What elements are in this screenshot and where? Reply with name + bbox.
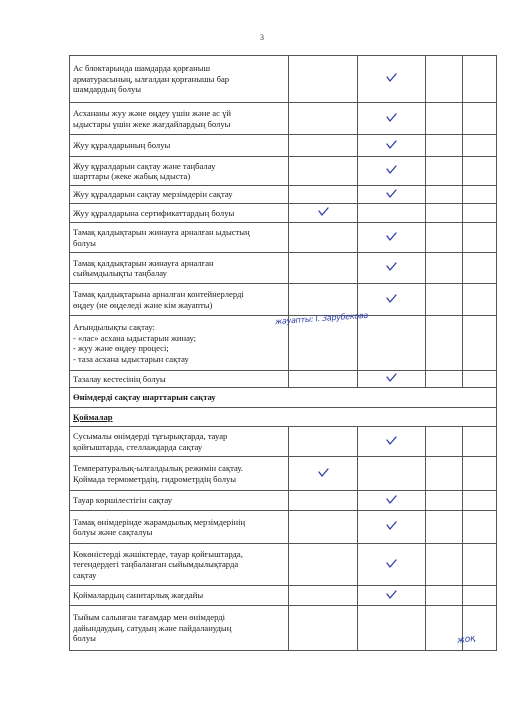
mark-cell-4 bbox=[463, 157, 497, 186]
mark-cell-4 bbox=[463, 223, 497, 253]
checklist-row bbox=[70, 284, 497, 316]
mark-cell-3 bbox=[426, 157, 463, 186]
mark-cell-3 bbox=[426, 544, 463, 586]
mark-cell-1 bbox=[289, 204, 358, 223]
mark-cell-3 bbox=[426, 371, 463, 388]
check-icon bbox=[386, 262, 397, 271]
mark-cell-3 bbox=[426, 135, 463, 157]
criterion-text: Жуу құралдарын сақтау және таңбалау шарттары (жеке жабық ыдыста) bbox=[70, 157, 289, 186]
checklist-row bbox=[70, 157, 497, 186]
mark-cell-1 bbox=[289, 427, 358, 457]
mark-cell-3 bbox=[426, 103, 463, 135]
mark-cell-2 bbox=[358, 186, 426, 204]
handwritten-absent-note: жоқ bbox=[456, 633, 476, 647]
mark-cell-1 bbox=[289, 103, 358, 135]
subsection-heading: Қоймалар bbox=[70, 408, 497, 427]
mark-cell-4 bbox=[463, 491, 497, 511]
mark-cell-2 bbox=[358, 103, 426, 135]
mark-cell-1 bbox=[289, 606, 358, 651]
mark-cell-1 bbox=[289, 223, 358, 253]
check-icon bbox=[386, 140, 397, 149]
mark-cell-3 bbox=[426, 491, 463, 511]
criterion-text: Температуралық-ылғалдылық режимін сақтау. Қоймада термометрдің, гидрометрдің болуы bbox=[70, 457, 289, 491]
section-heading: Өнімдерді сақтау шарттарын сақтау bbox=[70, 388, 497, 408]
mark-cell-4 bbox=[463, 204, 497, 223]
mark-cell-4 bbox=[463, 103, 497, 135]
mark-cell-1 bbox=[289, 56, 358, 103]
mark-cell-2 bbox=[358, 135, 426, 157]
check-icon bbox=[386, 495, 397, 504]
page-number: 3 bbox=[260, 33, 264, 42]
check-icon bbox=[386, 373, 397, 382]
mark-cell-2 bbox=[358, 371, 426, 388]
criterion-text: Тамақ қалдықтарын жинауға арналған сыйымдылықты таңбалау bbox=[70, 253, 289, 284]
mark-cell-1 bbox=[289, 511, 358, 544]
mark-cell-3 bbox=[426, 223, 463, 253]
mark-cell-1 bbox=[289, 371, 358, 388]
mark-cell-4 bbox=[463, 544, 497, 586]
checklist-row bbox=[70, 544, 497, 586]
check-icon bbox=[318, 468, 329, 477]
check-icon bbox=[386, 294, 397, 303]
checklist-row bbox=[70, 457, 497, 491]
criterion-text: Тыйым салынған тағамдар мен өнімдерді дайындаудың, сатудың және пайдаланудың болуы bbox=[70, 606, 289, 651]
mark-cell-2 bbox=[358, 606, 426, 651]
mark-cell-3 bbox=[426, 427, 463, 457]
criterion-text: Тамақ қалдықтарын жинауға арналған ыдыстың болуы bbox=[70, 223, 289, 253]
check-icon bbox=[386, 436, 397, 445]
checklist-row bbox=[70, 491, 497, 511]
checklist-row bbox=[70, 223, 497, 253]
mark-cell-2 bbox=[358, 157, 426, 186]
criterion-text: Ағындылықты сақтау: - «лас» асхана ыдыстарын жинау; - жуу және өңдеу процесі; - таза асхана ыдыстарын сақтау bbox=[70, 316, 289, 371]
mark-cell-2 bbox=[358, 544, 426, 586]
mark-cell-3 bbox=[426, 457, 463, 491]
criterion-text: Көкөністерді жәшіктерде, тауар қойғыштарда, тегендердегі таңбаланған сыйымдылықтарда сақтау bbox=[70, 544, 289, 586]
criterion-text: Жуу құралдарына сертификаттардың болуы bbox=[70, 204, 289, 223]
mark-cell-2 bbox=[358, 511, 426, 544]
mark-cell-2 bbox=[358, 223, 426, 253]
mark-cell-1 bbox=[289, 157, 358, 186]
mark-cell-1 bbox=[289, 491, 358, 511]
mark-cell-3 bbox=[426, 204, 463, 223]
mark-cell-1 bbox=[289, 186, 358, 204]
mark-cell-2 bbox=[358, 204, 426, 223]
mark-cell-2 bbox=[358, 457, 426, 491]
mark-cell-2 bbox=[358, 427, 426, 457]
checklist-row bbox=[70, 586, 497, 606]
mark-cell-4 bbox=[463, 56, 497, 103]
checklist-row bbox=[70, 606, 497, 651]
criterion-text: Асхананы жуу және өңдеу үшін және ас үй ыдыстары үшін жеке жағдайлардың болуы bbox=[70, 103, 289, 135]
mark-cell-4 bbox=[463, 586, 497, 606]
check-icon bbox=[386, 73, 397, 82]
mark-cell-2 bbox=[358, 56, 426, 103]
mark-cell-4 bbox=[463, 135, 497, 157]
mark-cell-4 bbox=[463, 186, 497, 204]
mark-cell-2 bbox=[358, 253, 426, 284]
criterion-text: Жуу құралдарын сақтау мерзімдерін сақтау bbox=[70, 186, 289, 204]
mark-cell-4 bbox=[463, 457, 497, 491]
inspection-checklist-table bbox=[69, 55, 497, 651]
mark-cell-2 bbox=[358, 316, 426, 371]
checklist-row bbox=[70, 427, 497, 457]
checklist-row bbox=[70, 103, 497, 135]
check-icon bbox=[386, 521, 397, 530]
criterion-text: Сусымалы өнімдерді тұғырықтарда, тауар қойғыштарда, стеллаждарда сақтау bbox=[70, 427, 289, 457]
mark-cell-3 bbox=[426, 316, 463, 371]
check-icon bbox=[386, 189, 397, 198]
mark-cell-3 bbox=[426, 186, 463, 204]
criterion-text: Тазалау кестесінің болуы bbox=[70, 371, 289, 388]
mark-cell-3 bbox=[426, 284, 463, 316]
check-icon bbox=[386, 113, 397, 122]
criterion-text: Тауар көршілестігін сақтау bbox=[70, 491, 289, 511]
mark-cell-3 bbox=[426, 253, 463, 284]
checklist-row bbox=[70, 56, 497, 103]
checklist-row bbox=[70, 388, 497, 408]
mark-cell-4 bbox=[463, 284, 497, 316]
mark-cell-1 bbox=[289, 544, 358, 586]
criterion-text: Тамақ өнімдерінде жарамдылық мерзімдерінің болуы және сақталуы bbox=[70, 511, 289, 544]
criterion-text: Жуу құралдарының болуы bbox=[70, 135, 289, 157]
criterion-text: Ас блоктарында шамдарда қорғаныш арматурасының, ылғалдан қорғанышы бар шамдардың болуы bbox=[70, 56, 289, 103]
check-icon bbox=[318, 207, 329, 216]
mark-cell-3 bbox=[426, 586, 463, 606]
checklist-row bbox=[70, 511, 497, 544]
check-icon bbox=[386, 590, 397, 599]
mark-cell-1 bbox=[289, 457, 358, 491]
check-icon bbox=[386, 165, 397, 174]
checklist-row bbox=[70, 135, 497, 157]
handwritten-responsible-note: жауапты: І. Зарубекова bbox=[274, 310, 369, 327]
mark-cell-4 bbox=[463, 316, 497, 371]
checklist-row bbox=[70, 204, 497, 223]
criterion-text: Қоймалардың санитарлық жағдайы bbox=[70, 586, 289, 606]
mark-cell-4 bbox=[463, 427, 497, 457]
mark-cell-4 bbox=[463, 511, 497, 544]
checklist-row bbox=[70, 371, 497, 388]
checklist-row bbox=[70, 408, 497, 427]
check-icon bbox=[386, 559, 397, 568]
mark-cell-3 bbox=[426, 511, 463, 544]
mark-cell-1 bbox=[289, 586, 358, 606]
criterion-text: Тамақ қалдықтарына арналған контейнерлерді өңдеу (не өңделеді және кім жауапты) bbox=[70, 284, 289, 316]
mark-cell-1 bbox=[289, 253, 358, 284]
check-icon bbox=[386, 232, 397, 241]
mark-cell-4 bbox=[463, 253, 497, 284]
mark-cell-1 bbox=[289, 284, 358, 316]
checklist-row bbox=[70, 186, 497, 204]
mark-cell-2 bbox=[358, 586, 426, 606]
mark-cell-4 bbox=[463, 371, 497, 388]
mark-cell-1 bbox=[289, 135, 358, 157]
mark-cell-3 bbox=[426, 56, 463, 103]
mark-cell-2 bbox=[358, 491, 426, 511]
checklist-row bbox=[70, 253, 497, 284]
